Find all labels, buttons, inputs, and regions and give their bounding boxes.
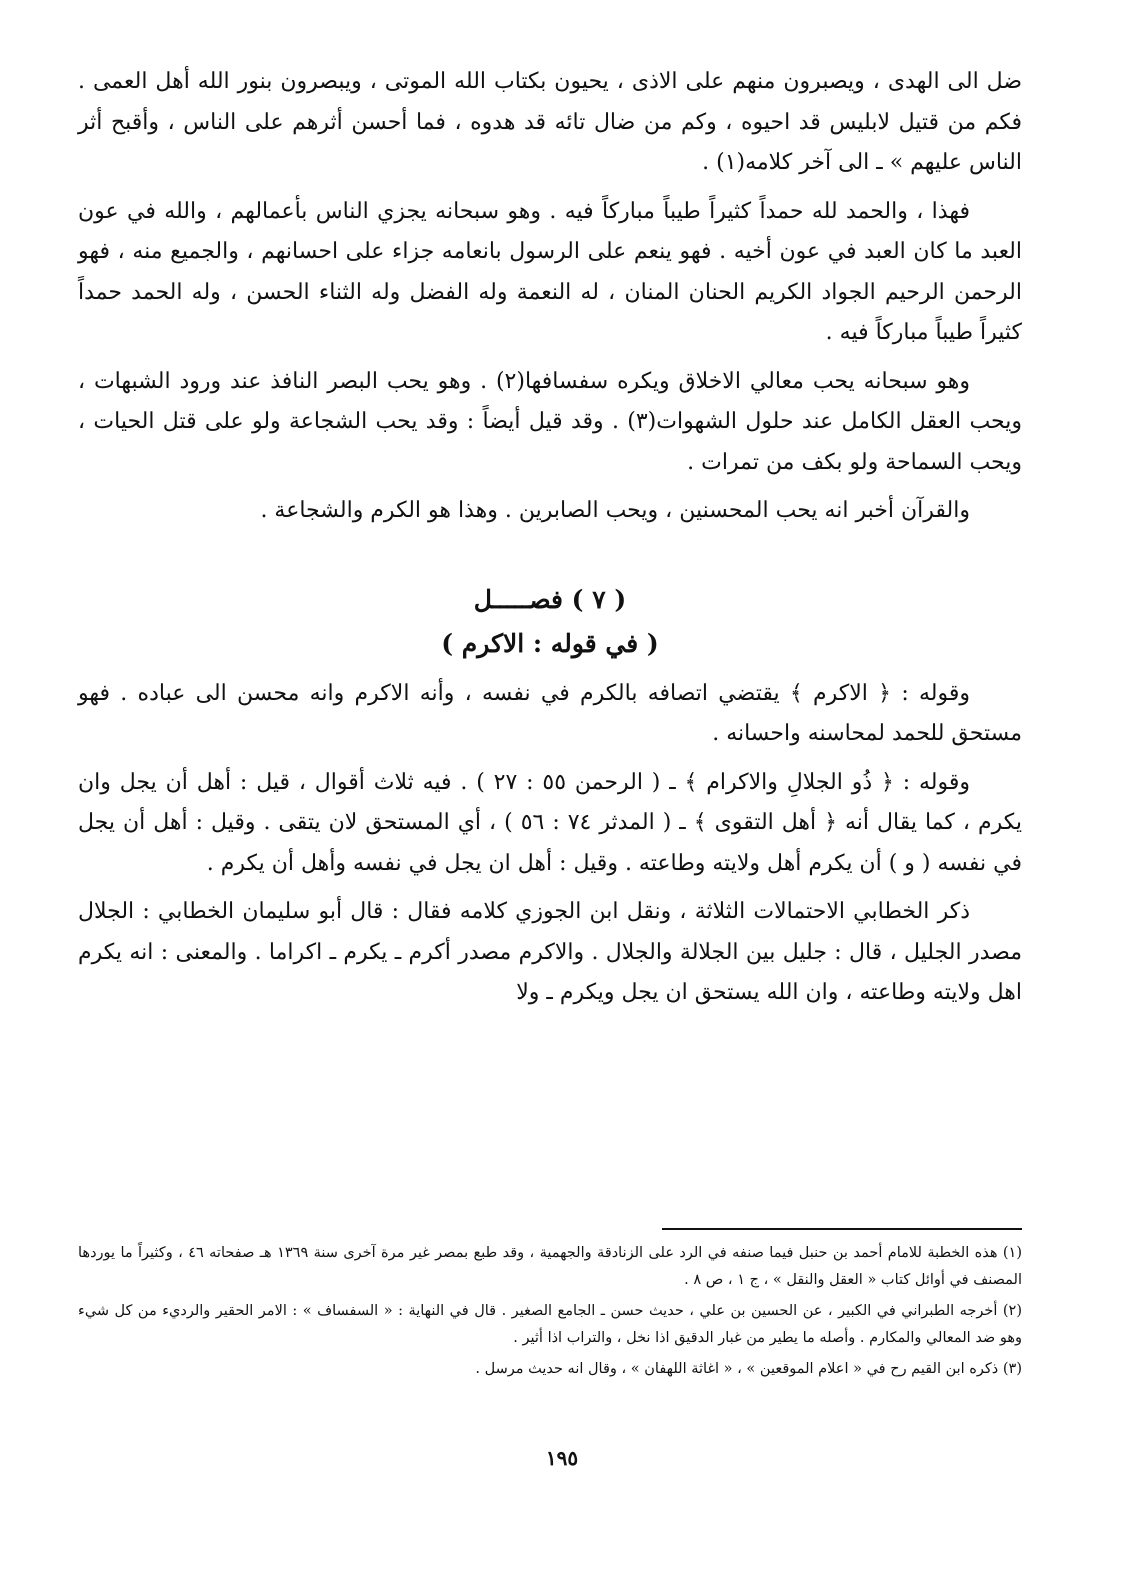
footnote-1: (١) هذه الخطبة للامام أحمد بن حنبل فيما صنفه في الرد على الزنادقة والجهمية ، وقد طبع بمصر غير مرة آخرى سنة ١٣٦٩ هـ صفحاته ٤٦ ، وكثيراً ما يوردها المصنف في أوائل كتاب « العقل والنقل » ، ج ١ ، ص ٨ . [78,1245,1022,1288]
paragraph-1: ضل الى الهدى ، ويصبرون منهم على الاذى ، يحيون بكتاب الله الموتى ، ويبصرون بنور الله أهل العمى . فكم من قتيل لابليس قد احيوه ، وكم من ضال تائه قد هدوه ، فما أحسن أثرهم على الناس ، وأقبح أثر الناس عليهم » ـ الى آخر كلامه(١) . [78,69,1022,175]
paragraph-4: والقرآن أخبر انه يحب المحسنين ، ويحب الصابرين . وهذا هو الكرم والشجاعة . [260,498,970,523]
footnote-2: (٢) أخرجه الطبراني في الكبير ، عن الحسين بن علي ، حديث حسن ـ الجامع الصغير . قال في النهاية : « السفساف » : الامر الحقير والرديء من كل شيء وهو ضد المعالي والمكارم . وأصله ما يطير من غبار الدقيق اذا نخل ، والتراب اذا أثير . [78,1303,1022,1346]
paragraph-2: فهذا ، والحمد لله حمداً كثيراً طيباً مباركاً فيه . وهو سبحانه يجزي الناس بأعمالهم ، والله في عون العبد ما كان العبد في عون أخيه . فهو ينعم على الرسول بانعامه جزاء على احسانهم ، والجميع منه ، فهو الرحمن الرحيم الجواد الكريم الحنان المنان ، له النعمة وله الفضل وله الثناء الحسن ، وله الحمد حمداً كثيراً طيباً مباركاً فيه . [78,198,1022,345]
footnote-divider [662,1228,1022,1230]
footnotes [78,1240,1022,1387]
section-subtitle: ( في قوله : الاكرم ) [441,628,659,658]
paragraph-5: وقوله : ﴿ الاكرم ﴾ يقتضي اتصافه بالكرم في نفسه ، وأنه الاكرم وانه محسن الى عباده . فهو مستحق للحمد لمحاسنه واحسانه . [78,680,1022,746]
page-body [78,62,1022,1022]
section-title: ( ٧ ) فصـــــل [473,584,627,614]
footnote-3: (٣) ذكره ابن القيم رح في « اعلام الموقعين » ، « اغاثة اللهفان » ، وقال انه حديث مرسل . [475,1361,1022,1377]
paragraph-6: وقوله : ﴿ ذُو الجلالِ والاكرام ﴾ ـ ( الرحمن ٥٥ : ٢٧ ) . فيه ثلاث أقوال ، قيل : أهل أن يجل وان يكرم ، كما يقال أنه ﴿ أهل التقوى ﴾ ـ ( المدثر ٧٤ : ٥٦ ) ، أي المستحق لان يتقى . وقيل : أهل أن يجل في نفسه ( و ) أن يكرم أهل ولايته وطاعته . وقيل : أهل ان يجل في نفسه وأهل أن يكرم . [78,769,1022,876]
paragraph-3: وهو سبحانه يحب معالي الاخلاق ويكره سفسافها(٢) . وهو يحب البصر النافذ عند ورود الشبهات ، ويحب العقل الكامل عند حلول الشهوات(٣) . وقد قيل أيضاً : وقد يحب الشجاعة ولو على قتل الحيات ، ويحب السماحة ولو بكف من تمرات . [78,368,1022,475]
page-number: ١٩٥ [545,1446,579,1470]
paragraph-7: ذكر الخطابي الاحتمالات الثلاثة ، ونقل ابن الجوزي كلامه فقال : قال أبو سليمان الخطابي : الجلال مصدر الجليل ، قال : جليل بين الجلالة والجلال . والاكرم مصدر أكرم ـ يكرم ـ اكراما . والمعنى : انه يكرم اهل ولايته وطاعته ، وان الله يستحق ان يجل ويكرم ـ ولا [78,899,1022,1005]
